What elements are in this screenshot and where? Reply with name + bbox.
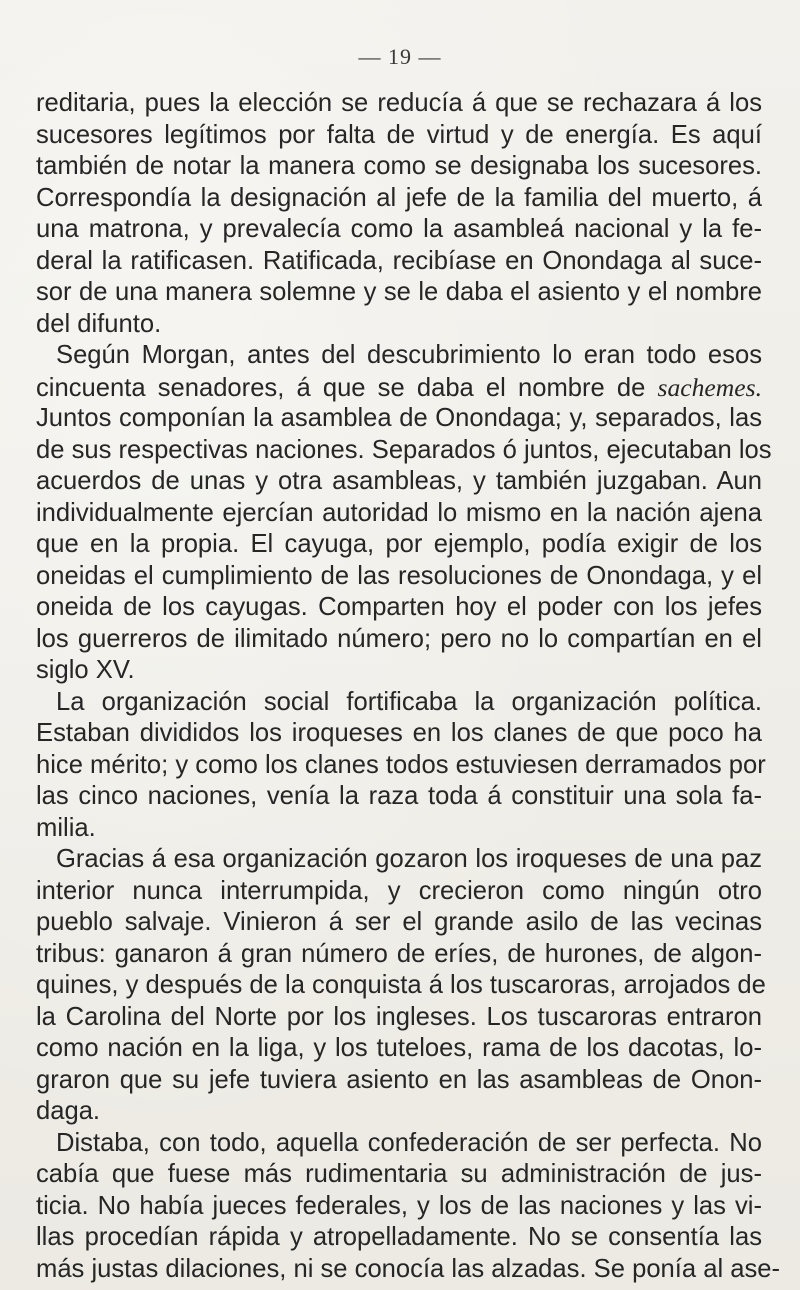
text-line-content: daga. xyxy=(36,1097,101,1125)
text-line xyxy=(36,970,766,1002)
text-line xyxy=(36,498,762,530)
text-line-content: milia. xyxy=(36,813,96,842)
text-line-content: tribus: ganaron á gran número de eríes, de hurones, de algon- xyxy=(36,939,762,968)
text-line xyxy=(36,214,762,246)
text-line-content: cincuenta senadores, á que se daba el nombre de xyxy=(36,373,658,402)
text-line xyxy=(36,246,762,278)
text-line-content: ticia. No había jueces federales, y los de las naciones y las vi- xyxy=(36,1191,762,1220)
text-line xyxy=(36,561,762,593)
text-line xyxy=(36,151,762,183)
text-line xyxy=(36,88,762,120)
text-line-content: oneidas el cumplimiento de las resoluciones de Onondaga, y el xyxy=(36,561,762,590)
text-line xyxy=(36,1191,762,1223)
text-line xyxy=(36,403,762,435)
text-line xyxy=(36,718,762,750)
text-line xyxy=(36,340,762,372)
text-line xyxy=(36,1159,762,1191)
text-line xyxy=(36,183,762,215)
text-line xyxy=(36,1096,762,1128)
text-line-content: siglo XV. xyxy=(36,656,135,684)
text-line-content: cabía que fuese más rudimentaria su administración de jus- xyxy=(36,1160,762,1188)
text-line xyxy=(36,655,762,687)
text-line-content: una matrona, y prevalecía como la asambleá nacional y la fe- xyxy=(36,215,762,243)
text-line xyxy=(36,750,766,782)
text-line xyxy=(36,1222,762,1254)
text-line xyxy=(36,624,762,656)
text-line xyxy=(36,687,762,719)
text-line-content: oneida de los cayugas. Comparten hoy el poder con los jefes xyxy=(36,593,762,621)
text-line-content: Estaban divididos los iroqueses en los clanes de que poco ha xyxy=(36,719,762,747)
text-line xyxy=(36,1065,762,1097)
text-line xyxy=(36,466,762,498)
text-line-content: Distaba, con todo, aquella confederación de ser perfecta. No xyxy=(56,1128,762,1157)
text-line-content: quines, y después de la conquista á los tuscaroras, arrojados de xyxy=(36,971,766,999)
text-line xyxy=(36,529,762,561)
text-line xyxy=(36,435,772,467)
text-line-content: que en la propia. El cayuga, por ejemplo, podía exigir de los xyxy=(36,530,762,558)
text-line-content: también de notar la manera como se designaba los sucesores. xyxy=(36,152,762,180)
text-line xyxy=(36,781,762,813)
text-line xyxy=(36,876,762,908)
text-line-content: graron que su jefe tuviera asiento en las asambleas de Onon- xyxy=(36,1065,762,1094)
text-line-content: llas procedían rápida y atropelladamente. No se consentía las xyxy=(36,1223,762,1251)
text-line-content: acuerdos de unas y otra asambleas, y también juzgaban. Aun xyxy=(36,467,762,495)
text-line-content: de sus respectivas naciones. Separados ó juntos, ejecutaban los xyxy=(36,435,772,464)
text-line-content: la Carolina del Norte por los ingleses. Los tuscaroras entraron xyxy=(36,1002,762,1031)
text-line xyxy=(36,1002,762,1034)
text-line xyxy=(36,1033,762,1065)
text-line-content: hice mérito; y como los clanes todos estuviesen derramados por xyxy=(36,750,766,779)
text-line-content: pueblo salvaje. Vinieron á ser el grande asilo de las vecinas xyxy=(36,908,762,936)
text-line-content: interior nunca interrumpida, y crecieron como ningún otro xyxy=(36,876,762,905)
text-line-content: Según Morgan, antes del descubrimiento lo eran todo esos xyxy=(56,341,762,369)
text-line xyxy=(36,939,762,971)
text-line xyxy=(36,844,762,876)
text-line xyxy=(36,277,762,309)
text-line-content: individualmente ejercían autoridad lo mismo en la nación ajena xyxy=(36,498,762,527)
italic-term: sachemes. xyxy=(657,372,762,402)
text-line xyxy=(36,372,762,404)
text-line xyxy=(36,120,762,152)
text-line-content: como nación en la liga, y los tuteloes, rama de los dacotas, lo- xyxy=(36,1034,762,1062)
text-line xyxy=(36,592,762,624)
text-line xyxy=(36,907,762,939)
text-line xyxy=(36,1128,762,1160)
page-number: — 19 — xyxy=(358,44,442,69)
text-line xyxy=(36,1254,781,1286)
text-line-content: La organización social fortificaba la organización política. xyxy=(56,687,762,716)
text-line-content: sor de una manera solemne y se le daba el asiento y el nombre xyxy=(36,278,762,306)
body-text xyxy=(36,88,781,1285)
text-line-content: más justas dilaciones, ni se conocía las alzadas. Se ponía al ase- xyxy=(36,1254,781,1283)
text-line xyxy=(36,813,762,845)
text-line-content: deral la ratificasen. Ratificada, recibíase en Onondaga al suce- xyxy=(36,246,762,275)
text-line-content: Gracias á esa organización gozaron los iroqueses de una paz xyxy=(56,845,762,873)
text-line-content: las cinco naciones, venía la raza toda á constituir una sola fa- xyxy=(36,782,762,810)
text-line-content: los guerreros de ilimitado número; pero no lo compartían en el xyxy=(36,624,762,653)
text-line-content: del difunto. xyxy=(36,309,162,338)
text-line xyxy=(36,309,762,341)
text-line-content: sucesores legítimos por falta de virtud y de energía. Es aquí xyxy=(36,120,762,149)
text-line-content: Correspondía la designación al jefe de la familia del muerto, á xyxy=(36,183,762,212)
text-line-content: Juntos componían la asamblea de Onondaga; y, separados, las xyxy=(36,404,762,432)
text-line-content: reditaria, pues la elección se reducía á que se rechazara á los xyxy=(36,89,762,117)
